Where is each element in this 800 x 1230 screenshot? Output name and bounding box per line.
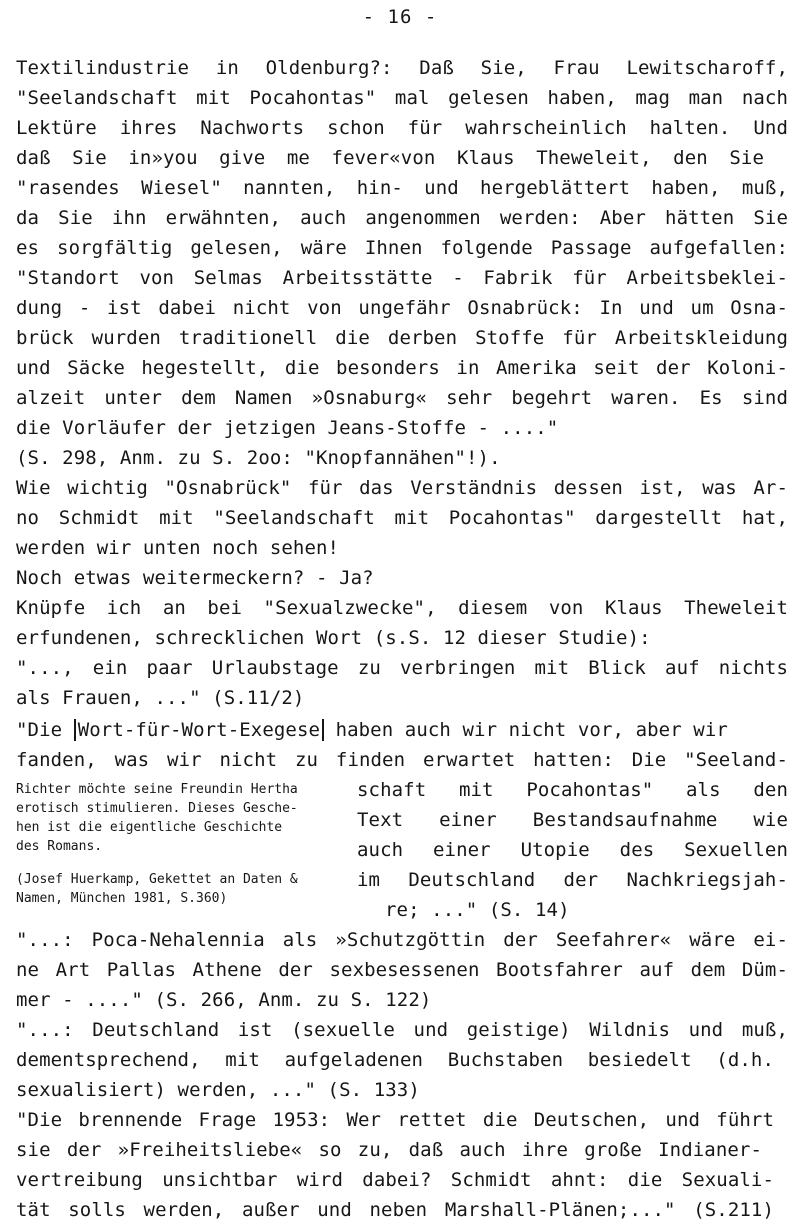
text-line: als Frauen, ..." (S.11/2) bbox=[16, 687, 305, 709]
text-line: und Säcke hegestellt, die besonders in Amerika seit der Koloni- bbox=[16, 357, 788, 379]
side-note-line: des Romans. bbox=[16, 839, 103, 854]
text-line: tät solls werden, außer und neben Marshall-Plänen;..." (S.211) bbox=[16, 1199, 774, 1221]
text-line: die Vorläufer der jetzigen Jeans-Stoffe - ...." bbox=[16, 417, 559, 439]
text-line: Wie wichtig "Osnabrück" für das Verständnis dessen ist, was Ar- bbox=[16, 477, 788, 499]
text-line: da Sie ihn erwähnten, auch angenommen werden: Aber hätten Sie bbox=[16, 207, 788, 229]
right-column-line: im Deutschland der Nachkriegsjah- bbox=[357, 869, 788, 891]
text-line: ne Art Pallas Athene der sexbesessenen Bootsfahrer auf dem Düm- bbox=[16, 959, 788, 981]
right-column-line: re; ..." (S. 14) bbox=[385, 899, 570, 921]
right-column-line: schaft mit Pocahontas" als den bbox=[357, 779, 788, 801]
text-line: dung - ist dabei nicht von ungefähr Osnabrück: In und um Osna- bbox=[16, 297, 788, 319]
text-line: "rasendes Wiesel" nannten, hin- und hergeblättert haben, muß, bbox=[16, 177, 788, 199]
side-note-line: hen ist die eigentliche Geschichte bbox=[16, 820, 283, 835]
right-column-line: Text einer Bestandsaufnahme wie bbox=[357, 809, 788, 831]
text-line: dementsprechend, mit aufgeladenen Buchstaben besiedelt (d.h. bbox=[16, 1049, 774, 1071]
text-line: "...: Poca-Nehalennia als »Schutzgöttin der Seefahrer« wäre ei- bbox=[16, 929, 788, 951]
bracketed-phrase: Wort-für-Wort-Exegese bbox=[74, 719, 324, 741]
text-line: Lektüre ihres Nachworts schon für wahrscheinlich halten. Und bbox=[16, 117, 788, 139]
text-line: "..., ein paar Urlaubstage zu verbringen mit Blick auf nichts bbox=[16, 657, 788, 679]
text-line: fanden, was wir nicht zu finden erwartet hatten: Die "Seeland- bbox=[16, 749, 788, 771]
side-note-line: Richter möchte seine Freundin Hertha bbox=[16, 782, 298, 797]
side-citation-line: Namen, München 1981, S.360) bbox=[16, 891, 228, 906]
quote-start: "Die bbox=[16, 719, 74, 741]
side-citation-line: (Josef Huerkamp, Gekettet an Daten & bbox=[16, 872, 298, 887]
text-line: vertreibung unsichtbar wird dabei? Schmidt ahnt: die Sexuali- bbox=[16, 1169, 774, 1191]
page-number: - 16 - bbox=[362, 6, 438, 28]
text-line: (S. 298, Anm. zu S. 2oo: "Knopfannähen"!). bbox=[16, 447, 501, 469]
text-line: Noch etwas weitermeckern? - Ja? bbox=[16, 567, 374, 589]
text-line: daß Sie in»you give me fever«von Klaus Theweleit, den Sie bbox=[16, 147, 764, 169]
right-column-line: auch einer Utopie des Sexuellen bbox=[357, 839, 788, 861]
text-line: alzeit unter dem Namen »Osnaburg« sehr begehrt waren. Es sind bbox=[16, 387, 788, 409]
text-line: "Seelandschaft mit Pocahontas" mal gelesen haben, mag man nach bbox=[16, 87, 788, 109]
text-line: es sorgfältig gelesen, wäre Ihnen folgende Passage aufgefallen: bbox=[16, 237, 788, 259]
text-line: "Die brennende Frage 1953: Wer rettet die Deutschen, und führt bbox=[16, 1109, 774, 1131]
text-line-bracket bbox=[16, 715, 788, 745]
text-line: brück wurden traditionell die derben Stoffe für Arbeitskleidung bbox=[16, 327, 788, 349]
text-line: no Schmidt mit "Seelandschaft mit Pocahontas" dargestellt hat, bbox=[16, 507, 788, 529]
text-line: "...: Deutschland ist (sexuelle und geistige) Wildnis und muß, bbox=[16, 1019, 788, 1041]
side-note-line: erotisch stimulieren. Dieses Gesche- bbox=[16, 801, 298, 816]
text-line: Knüpfe ich an bei "Sexualzwecke", diesem von Klaus Theweleit bbox=[16, 597, 788, 619]
text-line: erfundenen, schrecklichen Wort (s.S. 12 dieser Studie): bbox=[16, 627, 651, 649]
text-line: werden wir unten noch sehen! bbox=[16, 537, 340, 559]
text-line: "Standort von Selmas Arbeitsstätte - Fabrik für Arbeitsbeklei- bbox=[16, 267, 788, 289]
text-line: Textilindustrie in Oldenburg?: Daß Sie, Frau Lewitscharoff, bbox=[16, 57, 788, 79]
quote-rest: haben auch wir nicht vor, aber wir bbox=[324, 719, 728, 741]
text-line: sie der »Freiheitsliebe« so zu, daß auch ihre große Indianer- bbox=[16, 1139, 762, 1161]
text-line: sexualisiert) werden, ..." (S. 133) bbox=[16, 1079, 420, 1101]
text-line: mer - ...." (S. 266, Anm. zu S. 122) bbox=[16, 989, 432, 1011]
